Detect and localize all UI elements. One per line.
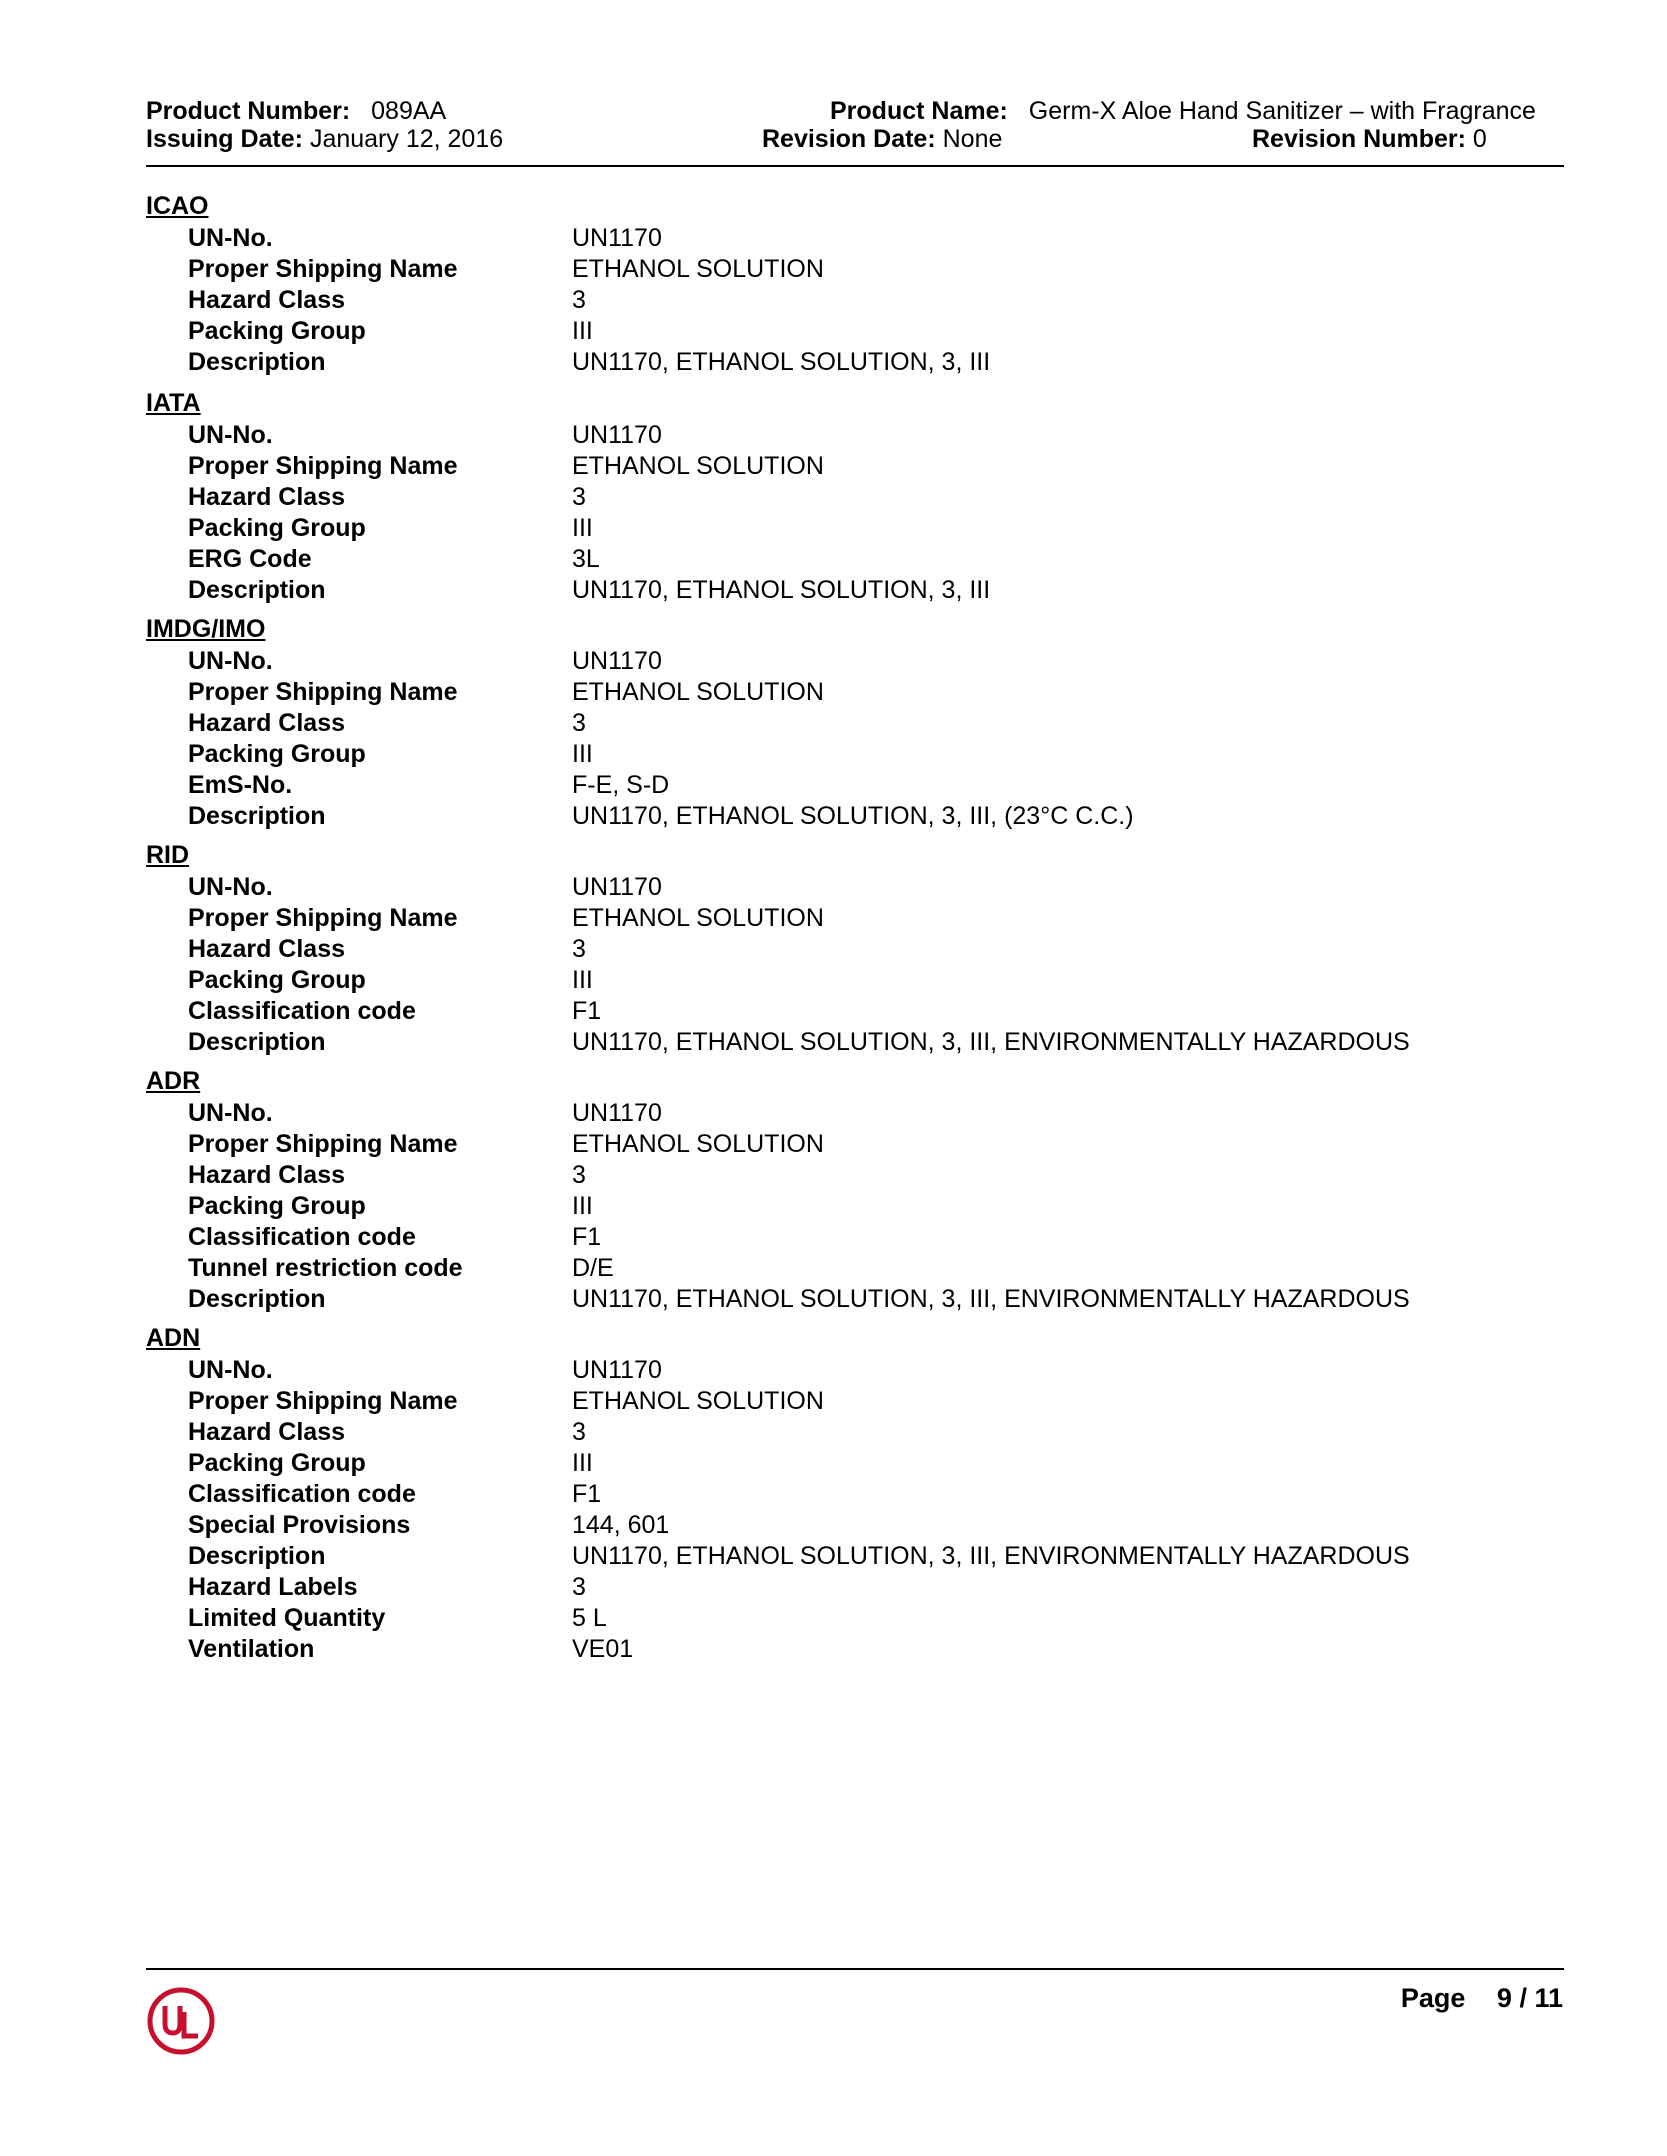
field-label: Description bbox=[188, 1285, 326, 1313]
field-label: Description bbox=[188, 1542, 326, 1570]
field-label: Description bbox=[188, 576, 326, 604]
section-title-adn: ADN bbox=[146, 1324, 201, 1352]
field-value: F1 bbox=[572, 997, 602, 1025]
issuing-date-label: Issuing Date: bbox=[146, 125, 303, 153]
field-label: UN-No. bbox=[188, 647, 273, 675]
field-value: III bbox=[572, 514, 593, 542]
field-value: 3 bbox=[572, 1418, 586, 1446]
field-label: Packing Group bbox=[188, 317, 366, 345]
field-label: UN-No. bbox=[188, 1356, 273, 1384]
revision-date-line bbox=[762, 125, 1002, 153]
field-value: UN1170 bbox=[572, 873, 662, 901]
field-value: 3 bbox=[572, 1161, 586, 1189]
field-value: UN1170 bbox=[572, 647, 662, 675]
field-value: ETHANOL SOLUTION bbox=[572, 452, 824, 480]
field-value: III bbox=[572, 1449, 593, 1477]
field-value: 3 bbox=[572, 483, 586, 511]
section-title-rid: RID bbox=[146, 841, 190, 869]
section-title-imdg-imo: IMDG/IMO bbox=[146, 615, 266, 643]
field-label: Hazard Labels bbox=[188, 1573, 358, 1601]
field-value: 3 bbox=[572, 286, 586, 314]
field-label: Special Provisions bbox=[188, 1511, 411, 1539]
field-label: Classification code bbox=[188, 1223, 416, 1251]
product-name-line bbox=[830, 97, 1536, 125]
field-value: F1 bbox=[572, 1480, 602, 1508]
field-label: Hazard Class bbox=[188, 935, 346, 963]
issuing-date-line bbox=[146, 125, 503, 153]
field-value: UN1170 bbox=[572, 224, 662, 252]
field-label: Proper Shipping Name bbox=[188, 452, 458, 480]
field-label: Hazard Class bbox=[188, 709, 346, 737]
field-value: UN1170, ETHANOL SOLUTION, 3, III, ENVIRONMENTALLY HAZARDOUS bbox=[572, 1542, 1410, 1570]
product-number-line bbox=[146, 97, 446, 125]
field-label: Hazard Class bbox=[188, 1418, 346, 1446]
field-value: 3 bbox=[572, 709, 586, 737]
field-value: UN1170 bbox=[572, 1356, 662, 1384]
field-label: Hazard Class bbox=[188, 483, 346, 511]
field-label: Packing Group bbox=[188, 514, 366, 542]
revision-number-line bbox=[1252, 125, 1487, 153]
field-value: ETHANOL SOLUTION bbox=[572, 1387, 824, 1415]
page-number: 9 / 11 bbox=[1496, 1983, 1563, 2013]
ul-logo-icon bbox=[146, 1986, 216, 2056]
product-name-label: Product Name: bbox=[830, 97, 1008, 125]
field-value: III bbox=[572, 1192, 593, 1220]
field-label: Description bbox=[188, 1028, 326, 1056]
field-label: Packing Group bbox=[188, 1449, 366, 1477]
field-label: Ventilation bbox=[188, 1635, 315, 1663]
field-value: UN1170, ETHANOL SOLUTION, 3, III bbox=[572, 348, 991, 376]
field-value: UN1170, ETHANOL SOLUTION, 3, III, (23°C C.C.) bbox=[572, 802, 1134, 830]
page-indicator bbox=[1401, 1983, 1563, 2014]
field-label: ERG Code bbox=[188, 545, 312, 573]
field-value: III bbox=[572, 317, 593, 345]
field-value: UN1170 bbox=[572, 1099, 662, 1127]
field-value: III bbox=[572, 740, 593, 768]
footer-divider bbox=[146, 1968, 1564, 1970]
field-value: ETHANOL SOLUTION bbox=[572, 904, 824, 932]
revision-number-label: Revision Number: bbox=[1252, 125, 1466, 153]
section-title-icao: ICAO bbox=[146, 192, 209, 220]
field-value: UN1170, ETHANOL SOLUTION, 3, III, ENVIRONMENTALLY HAZARDOUS bbox=[572, 1028, 1410, 1056]
field-label: Proper Shipping Name bbox=[188, 904, 458, 932]
product-name-value: Germ-X Aloe Hand Sanitizer – with Fragrance bbox=[1028, 97, 1536, 125]
section-title-iata: IATA bbox=[146, 389, 201, 417]
field-value: 3 bbox=[572, 1573, 586, 1601]
field-value: 144, 601 bbox=[572, 1511, 670, 1539]
field-label: UN-No. bbox=[188, 421, 273, 449]
field-label: Classification code bbox=[188, 1480, 416, 1508]
field-label: Description bbox=[188, 348, 326, 376]
revision-date-label: Revision Date: bbox=[762, 125, 936, 153]
field-label: UN-No. bbox=[188, 873, 273, 901]
field-value: UN1170 bbox=[572, 421, 662, 449]
field-label: Hazard Class bbox=[188, 286, 346, 314]
field-label: Classification code bbox=[188, 997, 416, 1025]
field-label: Description bbox=[188, 802, 326, 830]
field-label: Packing Group bbox=[188, 740, 366, 768]
field-value: UN1170, ETHANOL SOLUTION, 3, III bbox=[572, 576, 991, 604]
issuing-date-value: January 12, 2016 bbox=[309, 125, 504, 153]
field-value: D/E bbox=[572, 1254, 614, 1282]
field-value: 5 L bbox=[572, 1604, 607, 1632]
field-label: Packing Group bbox=[188, 966, 366, 994]
field-label: Proper Shipping Name bbox=[188, 1130, 458, 1158]
field-value: F-E, S-D bbox=[572, 771, 670, 799]
field-value: UN1170, ETHANOL SOLUTION, 3, III, ENVIRONMENTALLY HAZARDOUS bbox=[572, 1285, 1410, 1313]
field-value: F1 bbox=[572, 1223, 602, 1251]
revision-date-value: None bbox=[942, 125, 1003, 153]
field-label: Limited Quantity bbox=[188, 1604, 386, 1632]
field-label: Hazard Class bbox=[188, 1161, 346, 1189]
section-title-adr: ADR bbox=[146, 1067, 201, 1095]
field-label: UN-No. bbox=[188, 1099, 273, 1127]
product-number-label: Product Number: bbox=[146, 97, 351, 125]
revision-number-value: 0 bbox=[1472, 125, 1487, 153]
field-value: 3L bbox=[572, 545, 600, 573]
field-label: EmS-No. bbox=[188, 771, 293, 799]
field-value: III bbox=[572, 966, 593, 994]
field-label: Proper Shipping Name bbox=[188, 678, 458, 706]
field-value: 3 bbox=[572, 935, 586, 963]
field-label: Tunnel restriction code bbox=[188, 1254, 463, 1282]
field-label: Proper Shipping Name bbox=[188, 1387, 458, 1415]
field-label: Proper Shipping Name bbox=[188, 255, 458, 283]
field-value: ETHANOL SOLUTION bbox=[572, 255, 824, 283]
field-value: ETHANOL SOLUTION bbox=[572, 1130, 824, 1158]
field-value: ETHANOL SOLUTION bbox=[572, 678, 824, 706]
header-divider bbox=[146, 165, 1564, 167]
field-label: Packing Group bbox=[188, 1192, 366, 1220]
product-number-value: 089AA bbox=[371, 97, 447, 125]
field-label: UN-No. bbox=[188, 224, 273, 252]
field-value: VE01 bbox=[572, 1635, 634, 1663]
page-label: Page bbox=[1400, 1983, 1466, 2013]
